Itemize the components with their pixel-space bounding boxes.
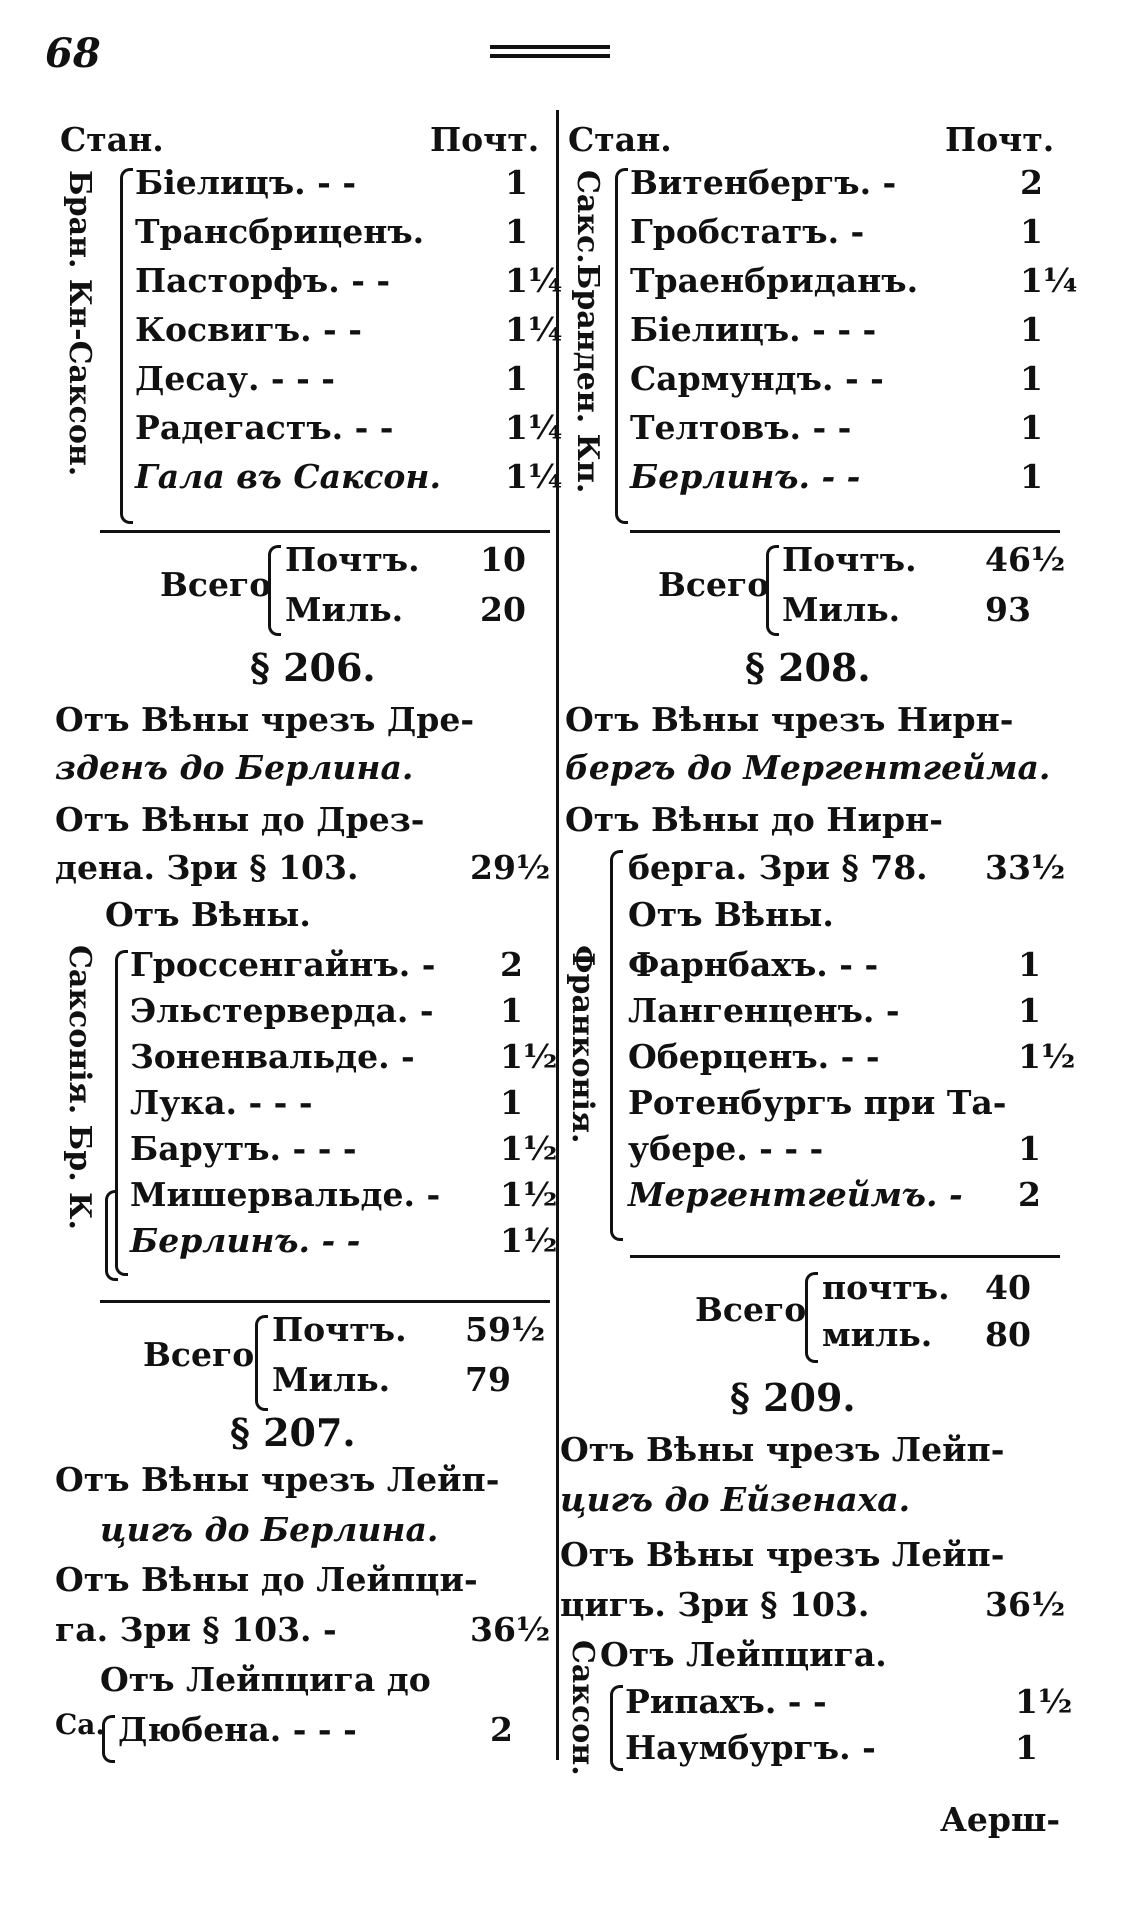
section-208-line3: Отъ Вѣны до Нирн- <box>565 800 943 839</box>
right-group2-post-value: 1 <box>1018 1129 1041 1168</box>
right-header-post: Почт. <box>945 120 1055 159</box>
right-group3-label: Саксон. <box>565 1640 600 1776</box>
right-total1-post-label: Почтъ. <box>782 540 917 579</box>
right-group1-brace <box>615 168 628 524</box>
section-206-line4: дена. Зри § 103. <box>55 848 359 887</box>
left-group2-post-value: 1½ <box>500 1037 558 1076</box>
left-group2-label: Саксонія. Бр. К. <box>62 945 97 1230</box>
left-group1-station-name: Гала въ Саксон. <box>135 457 441 496</box>
left-total1-mile-value: 20 <box>480 590 526 629</box>
left-group2-post-value: 1½ <box>500 1221 558 1260</box>
left-group1-row <box>135 457 563 503</box>
left-group2-post-value: 1½ <box>500 1175 558 1214</box>
left-group2-row <box>130 1129 558 1175</box>
section-208-line1: Отъ Вѣны чрезъ Нирн- <box>565 700 1014 739</box>
section-207-row-name: Дюбена. - - - <box>118 1710 357 1749</box>
left-group1-row <box>135 408 563 454</box>
right-group3-post-value: 1½ <box>1015 1682 1073 1721</box>
left-header-station: Стан. <box>60 120 164 159</box>
left-total1-brace <box>268 545 281 636</box>
right-group2-station-name: убере. - - - <box>628 1129 824 1168</box>
left-group2-post-value: 1½ <box>500 1129 558 1168</box>
right-group1-row <box>630 261 1078 307</box>
left-group2-post-value: 1 <box>500 1083 523 1122</box>
left-group1-station-name: Біелицъ. - - <box>135 163 357 202</box>
left-header-post: Почт. <box>430 120 540 159</box>
left-rule-1 <box>100 530 550 533</box>
column-divider <box>556 110 559 1760</box>
left-group1-label: Бран. Кн-Саксон. <box>62 170 97 477</box>
right-group2-post-value: 1 <box>1018 991 1041 1030</box>
right-total1-mile-value: 93 <box>985 590 1031 629</box>
section-209-line2: цигъ до Ейзенаха. <box>560 1480 911 1519</box>
left-group2-row <box>130 945 535 991</box>
right-group1-post-value: 1 <box>1020 212 1043 251</box>
section-206-line1: Отъ Вѣны чрезъ Дре- <box>55 700 475 739</box>
left-group2-station-name: Лука. - - - <box>130 1083 313 1122</box>
left-group1-post-value: 1 <box>505 212 528 251</box>
left-total2-post-label: Почтъ. <box>272 1310 407 1349</box>
right-group2-row <box>628 1175 1058 1221</box>
right-group3-post-value: 1 <box>1015 1728 1038 1767</box>
right-total2-mile-label: миль. <box>822 1315 933 1354</box>
section-209-line5: Отъ Лейпцига. <box>600 1635 887 1674</box>
section-208-line2: бергъ до Мергентгейма. <box>565 748 1051 787</box>
left-group2-post-value: 2 <box>500 945 523 984</box>
section-209-line4-value: 36½ <box>985 1585 1066 1624</box>
right-group1-post-value: 1¼ <box>1020 261 1078 300</box>
right-rule-1 <box>630 530 1060 533</box>
right-group3-row <box>625 1682 1073 1728</box>
page-number: 68 <box>45 30 101 77</box>
section-207-line4: га. Зри § 103. - <box>55 1610 337 1649</box>
right-group2-station-name: Фарнбахъ. - - <box>628 945 879 984</box>
section-208-line5: Отъ Вѣны. <box>628 895 834 934</box>
left-group1-station-name: Трансбриценъ. <box>135 212 425 251</box>
section-207-line2: цигъ до Берлина. <box>100 1510 439 1549</box>
right-group3-station-name: Наумбургъ. - <box>625 1728 876 1767</box>
left-group1-station-name: Косвигъ. - - <box>135 310 362 349</box>
section-207-brace <box>102 1715 115 1763</box>
right-header-station: Стан. <box>568 120 672 159</box>
left-group2-post-value: 1 <box>500 991 523 1030</box>
left-group1-post-value: 1¼ <box>505 261 563 300</box>
right-group2-post-value: 1½ <box>1018 1037 1076 1076</box>
right-group1-row <box>630 310 1060 356</box>
left-group2-row <box>130 991 535 1037</box>
left-group1-brace <box>120 168 133 524</box>
section-207-line4-value: 36½ <box>470 1610 551 1649</box>
right-total2-label: Всего <box>695 1290 807 1329</box>
right-group2-row <box>628 991 1058 1037</box>
section-207-row-label: Са. <box>55 1708 106 1741</box>
left-group1-post-value: 1¼ <box>505 408 563 447</box>
left-group1-row <box>135 163 535 209</box>
left-group2-station-name: Берлинъ. - - <box>130 1221 361 1260</box>
left-group2-station-name: Зоненвальде. - <box>130 1037 415 1076</box>
left-group2-station-name: Барутъ. - - - <box>130 1129 357 1168</box>
section-207-row-value: 2 <box>490 1710 513 1749</box>
section-206-line2: зденъ до Берлина. <box>55 748 414 787</box>
catchword: Аерш- <box>940 1800 1061 1839</box>
section-207-line3: Отъ Вѣны до Лейпци- <box>55 1560 478 1599</box>
left-group1-post-value: 1 <box>505 163 528 202</box>
left-group2-station-name: Эльстерверда. - <box>130 991 434 1030</box>
right-group1-row <box>630 163 1060 209</box>
left-group1-row <box>135 261 563 307</box>
section-206-line5: Отъ Вѣны. <box>105 895 311 934</box>
right-group1-post-value: 1 <box>1020 457 1043 496</box>
left-group2-row <box>130 1175 558 1221</box>
right-group1-station-name: Витенбергъ. - <box>630 163 897 202</box>
left-total2-mile-value: 79 <box>465 1360 511 1399</box>
left-total1-mile-label: Миль. <box>285 590 404 629</box>
right-group2-post-value: 2 <box>1018 1175 1041 1214</box>
right-group2-row <box>628 1129 1058 1175</box>
right-total2-post-value: 40 <box>985 1268 1031 1307</box>
right-group1-station-name: Гробстатъ. - <box>630 212 865 251</box>
right-group1-row <box>630 457 1060 503</box>
right-rule-2 <box>630 1255 1060 1258</box>
right-group3-brace <box>610 1685 623 1771</box>
left-group1-post-value: 1¼ <box>505 457 563 496</box>
section-206-line3: Отъ Вѣны до Дрез- <box>55 800 425 839</box>
left-total1-label: Всего <box>160 565 272 604</box>
header-double-rule <box>490 45 610 59</box>
section-209-title: § 209. <box>730 1375 856 1420</box>
section-206-title: § 206. <box>250 645 376 690</box>
right-group1-post-value: 2 <box>1020 163 1043 202</box>
left-group2-row <box>130 1221 558 1267</box>
section-207-line5: Отъ Лейпцига до <box>100 1660 431 1699</box>
left-group2-row <box>130 1083 535 1129</box>
left-group2-station-name: Гроссенгайнъ. - <box>130 945 436 984</box>
section-207-title: § 207. <box>230 1410 356 1455</box>
left-total2-label: Всего <box>143 1335 255 1374</box>
section-209-line4: цигъ. Зри § 103. <box>560 1585 870 1624</box>
right-total2-mile-value: 80 <box>985 1315 1031 1354</box>
section-207-line1: Отъ Вѣны чрезъ Лейп- <box>55 1460 500 1499</box>
left-total2-post-value: 59½ <box>465 1310 546 1349</box>
left-group1-station-name: Радегастъ. - - <box>135 408 394 447</box>
left-group1-station-name: Пасторфъ. - - <box>135 261 391 300</box>
right-group1-post-value: 1 <box>1020 359 1043 398</box>
right-group1-station-name: Берлинъ. - - <box>630 457 861 496</box>
right-group2-station-name: Ротенбургъ при Та- <box>628 1083 1007 1122</box>
section-208-title: § 208. <box>745 645 871 690</box>
right-group2-station-name: Мергентгеймъ. - <box>628 1175 963 1214</box>
right-group1-station-name: Телтовъ. - - <box>630 408 852 447</box>
right-group2-row <box>628 945 1058 991</box>
right-group1-row <box>630 212 1060 258</box>
right-group2-station-name: Оберценъ. - - <box>628 1037 880 1076</box>
right-group1-station-name: Сармундъ. - - <box>630 359 884 398</box>
left-rule-2 <box>100 1300 550 1303</box>
left-group1-row <box>135 359 535 405</box>
right-group1-station-name: Біелицъ. - - - <box>630 310 877 349</box>
right-total2-post-label: почтъ. <box>822 1268 950 1307</box>
right-group1-row <box>630 359 1060 405</box>
right-group1-label: Сакс.Бранден. Кп. <box>570 170 605 494</box>
left-total2-mile-label: Миль. <box>272 1360 391 1399</box>
left-group2-row <box>130 1037 558 1083</box>
right-group2-label: Франконія. <box>565 945 600 1144</box>
left-total1-post-value: 10 <box>480 540 526 579</box>
right-group1-post-value: 1 <box>1020 310 1043 349</box>
left-total1-post-label: Почтъ. <box>285 540 420 579</box>
right-group1-post-value: 1 <box>1020 408 1043 447</box>
left-group2-station-name: Мишервальде. - <box>130 1175 441 1214</box>
right-group3-station-name: Рипахъ. - - <box>625 1682 827 1721</box>
right-total1-label: Всего <box>658 565 770 604</box>
section-208-line4-value: 33½ <box>985 848 1066 887</box>
right-total1-brace <box>766 545 779 636</box>
right-group3-row <box>625 1728 1055 1774</box>
section-208-line4: берга. Зри § 78. <box>628 848 928 887</box>
right-group1-station-name: Траенбриданъ. <box>630 261 919 300</box>
left-total2-brace <box>255 1315 268 1411</box>
left-group1-post-value: 1 <box>505 359 528 398</box>
section-209-line3: Отъ Вѣны чрезъ Лейп- <box>560 1535 1005 1574</box>
right-group2-row <box>628 1083 1058 1129</box>
right-total1-post-value: 46½ <box>985 540 1066 579</box>
right-group2-station-name: Лангенценъ. - <box>628 991 900 1030</box>
right-total1-mile-label: Миль. <box>782 590 901 629</box>
right-total2-brace <box>805 1272 818 1363</box>
left-group1-station-name: Десау. - - - <box>135 359 335 398</box>
right-group2-post-value: 1 <box>1018 945 1041 984</box>
section-209-line1: Отъ Вѣны чрезъ Лейп- <box>560 1430 1005 1469</box>
right-group2-brace <box>610 850 623 1241</box>
left-group1-post-value: 1¼ <box>505 310 563 349</box>
left-group1-row <box>135 310 563 356</box>
left-group2-brace-b <box>105 1190 118 1281</box>
right-group2-row <box>628 1037 1076 1083</box>
section-206-line4-value: 29½ <box>470 848 551 887</box>
left-group1-row <box>135 212 535 258</box>
right-group1-row <box>630 408 1060 454</box>
